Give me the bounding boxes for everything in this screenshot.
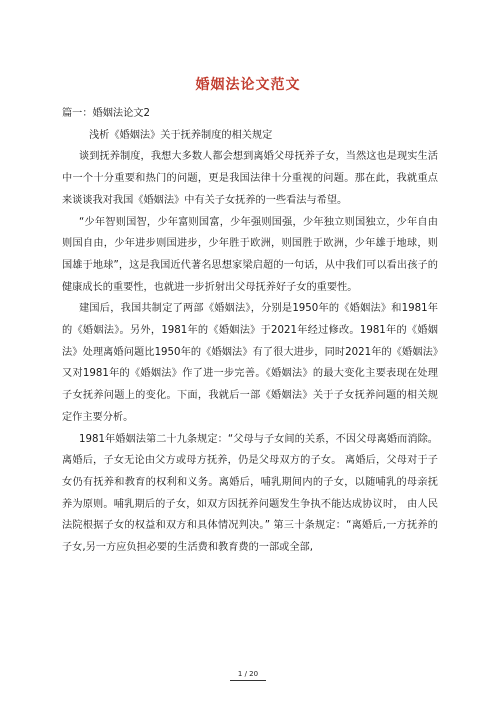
paragraph: 建国后，我国共制定了两部《婚姻法》，分别是1950年的《婚姻法》和1981年的《婚姻法》。另外，1981年的《婚姻法》于2021年经过修改。1981年的《婚姻法》处理离婚问题比1950年的《婚姻法》有了很大进步，同时2021年的《婚姻法》又对1981年的《婚姻法》作了进一步完善。《婚姻法》的最大变化主要表现在处理子女抚养问题上的变化。下面，我就后一部《婚姻法》关于子女抚养问题的相关规定作主要分析。 [62,303,438,423]
section-heading: 篇一：婚姻法论文2 [62,108,150,119]
paragraph: 1981年婚姻法第二十九条规定：“父母与子女间的关系，不因父母离婚而消除。离婚后，子女无论由父方或母方抚养，仍是父母双方的子女。 离婚后，父母对于子女仍有抚养和教育的权利和义务。离婚后，哺乳期间内的子女，以随哺乳的母亲抚养为原则。哺乳期后的子女，如双方因抚养问题发生争执不能达成协议时， 由人民法院根据子女的权益和双方和具体情况判决。” 第三十条规定：“离婚后,一方抚养的子女,另一方应负担必要的生活费和教育费的一部或全部, [62,433,438,554]
paragraph: “少年智则国智，少年富则国富，少年强则国强，少年独立则国独立，少年自由则国自由，少年进步则国进步，少年胜于欧洲，则国胜于欧洲，少年雄于地球，则国雄于地球”，这是我国近代著名思想家梁启超的一句话，从中我们可以看出孩子的健康成长的重要性，也就进一步折射出父母抚养好子女的重要性。 [62,216,438,293]
footer-divider [230,680,266,681]
paragraph: 谈到抚养制度，我想大多数人都会想到离婚父母抚养子女，当然这也是现实生活中一个十分重要和热门的问题，更是我国法律十分重视的问题。那在此，我就重点来谈谈我对我国《婚姻法》中有关子女抚养的一些看法与希望。 [62,151,438,206]
article-subtitle: 浅析《婚姻法》关于抚养制度的相关规定 [89,129,273,141]
document-body [62,103,438,559]
document-title: 婚姻法论文范文 [195,77,301,93]
page-indicator: 1 / 20 [237,670,259,678]
